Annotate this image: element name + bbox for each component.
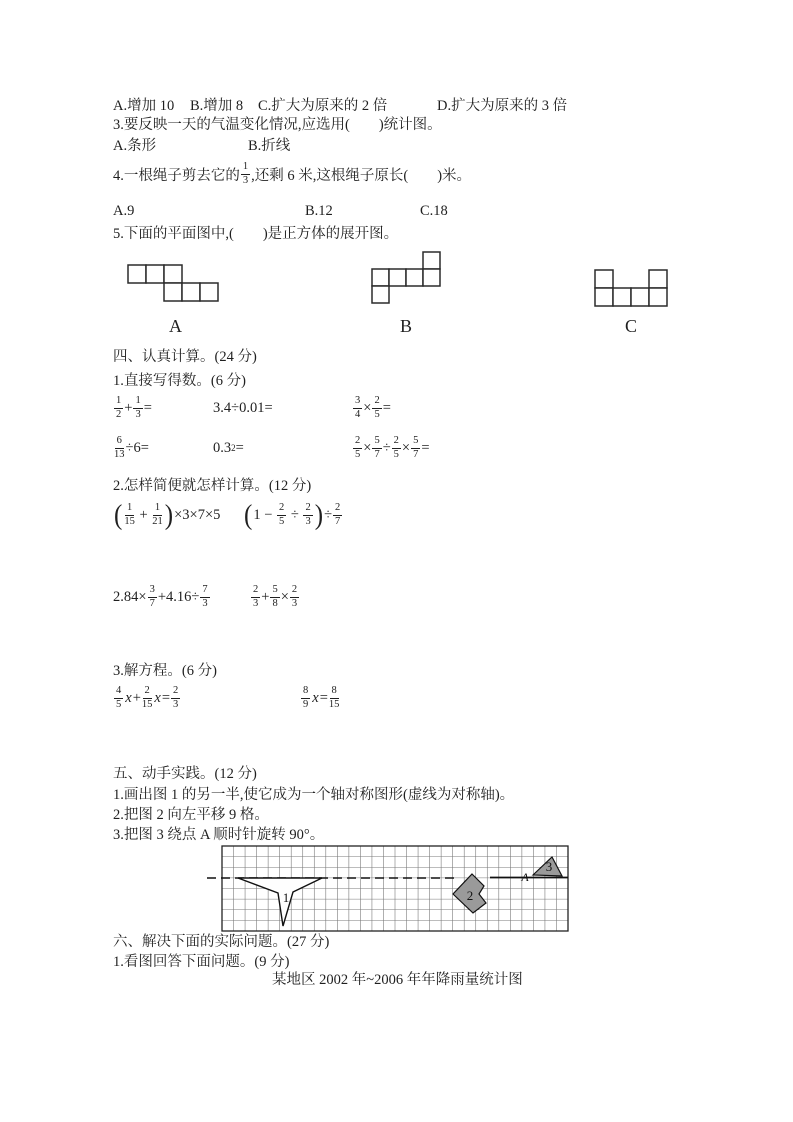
net-label-c: C [625, 316, 638, 336]
calc-expr-3: $\frac{3}{4}$ × $\frac{2}{5}$ = [355, 395, 391, 420]
simplify-expr-2: ( 1 − $\frac{2}{5}$ ÷ $\frac{2}{3}$ ) ÷ $\frac{2}{7}$ [244, 499, 341, 531]
equation-2: $\frac{8}{9}$ x = $\frac{8}{15}$ [303, 685, 340, 710]
q2-option-c: C.扩大为原来的 2 倍 [258, 98, 388, 114]
q5-text: 5.下面的平面图中,( )是正方体的展开图。 [113, 226, 399, 242]
section4-title: 四、认真计算。(24 分) [113, 349, 257, 365]
q2-option-d: D.扩大为原来的 3 倍 [437, 98, 568, 114]
q2-option-a: A.增加 10 [113, 98, 175, 114]
q4-text: 4.一根绳子剪去它的 $\frac{1}{3}$ ,还剩 6 米,这根绳子原长( )米。 [113, 161, 472, 186]
calc-expr-5: 0.3 2 = [213, 439, 244, 456]
section5-item-3: 3.把图 3 绕点 A 顺时针旋转 90°。 [113, 827, 325, 843]
net-label-a: A [169, 316, 182, 336]
q3-option-a: A.条形 [113, 138, 157, 154]
calc-expr-6: $\frac{2}{5}$ × $\frac{5}{7}$ ÷ $\frac{2}{5}$ × $\frac{5}{7}$ = [355, 435, 430, 460]
practice-grid-figure [190, 838, 590, 943]
q4-option-b: B.12 [305, 203, 333, 219]
simplify-expr-4: $\frac{2}{3}$ + $\frac{5}{8}$ × $\frac{2}{3}$ [253, 584, 298, 609]
simplify-expr-3: 2.84× $\frac{3}{7}$ +4.16÷ $\frac{7}{3}$ [113, 584, 208, 609]
calc-expr-4: $\frac{6}{13}$ ÷6= [114, 435, 149, 460]
q2-option-b: B.增加 8 [190, 98, 244, 114]
section4-sub1: 1.直接写得数。(6 分) [113, 373, 246, 389]
q3-text: 3.要反映一天的气温变化情况,应选用( )统计图。 [113, 117, 442, 133]
calc-expr-1: $\frac{1}{2}$ + $\frac{1}{3}$ = [116, 395, 152, 420]
section4-sub2: 2.怎样简便就怎样计算。(12 分) [113, 478, 312, 494]
simplify-expr-1: ( $\frac{1}{15}$ + $\frac{1}{21}$ ) ×3×7×5 [114, 499, 221, 531]
rainfall-chart-title: 某地区 2002 年~2006 年年降雨量统计图 [272, 972, 523, 988]
net-label-b: B [400, 316, 413, 336]
section5-item-1: 1.画出图 1 的另一半,使它成为一个轴对称图形(虚线为对称轴)。 [113, 787, 515, 803]
svg-text:3: 3 [545, 859, 553, 874]
q4-option-c: C.18 [420, 203, 448, 219]
q3-option-b: B.折线 [248, 138, 291, 154]
section6-title: 六、解决下面的实际问题。(27 分) [113, 934, 330, 950]
calc-expr-2: 3.4÷0.01= [213, 399, 273, 416]
equation-1: $\frac{4}{5}$ x + $\frac{2}{15}$ x = $\frac{2}{3}$ [116, 685, 179, 710]
q4-option-a: A.9 [113, 203, 135, 219]
svg-text:2: 2 [466, 888, 474, 903]
section4-sub3: 3.解方程。(6 分) [113, 663, 217, 679]
section6-sub1: 1.看图回答下面问题。(9 分) [113, 954, 290, 970]
section5-title: 五、动手实践。(12 分) [113, 766, 257, 782]
svg-text:1: 1 [282, 890, 290, 905]
svg-text:A: A [521, 870, 529, 884]
section5-item-2: 2.把图 2 向左平移 9 格。 [113, 807, 269, 823]
